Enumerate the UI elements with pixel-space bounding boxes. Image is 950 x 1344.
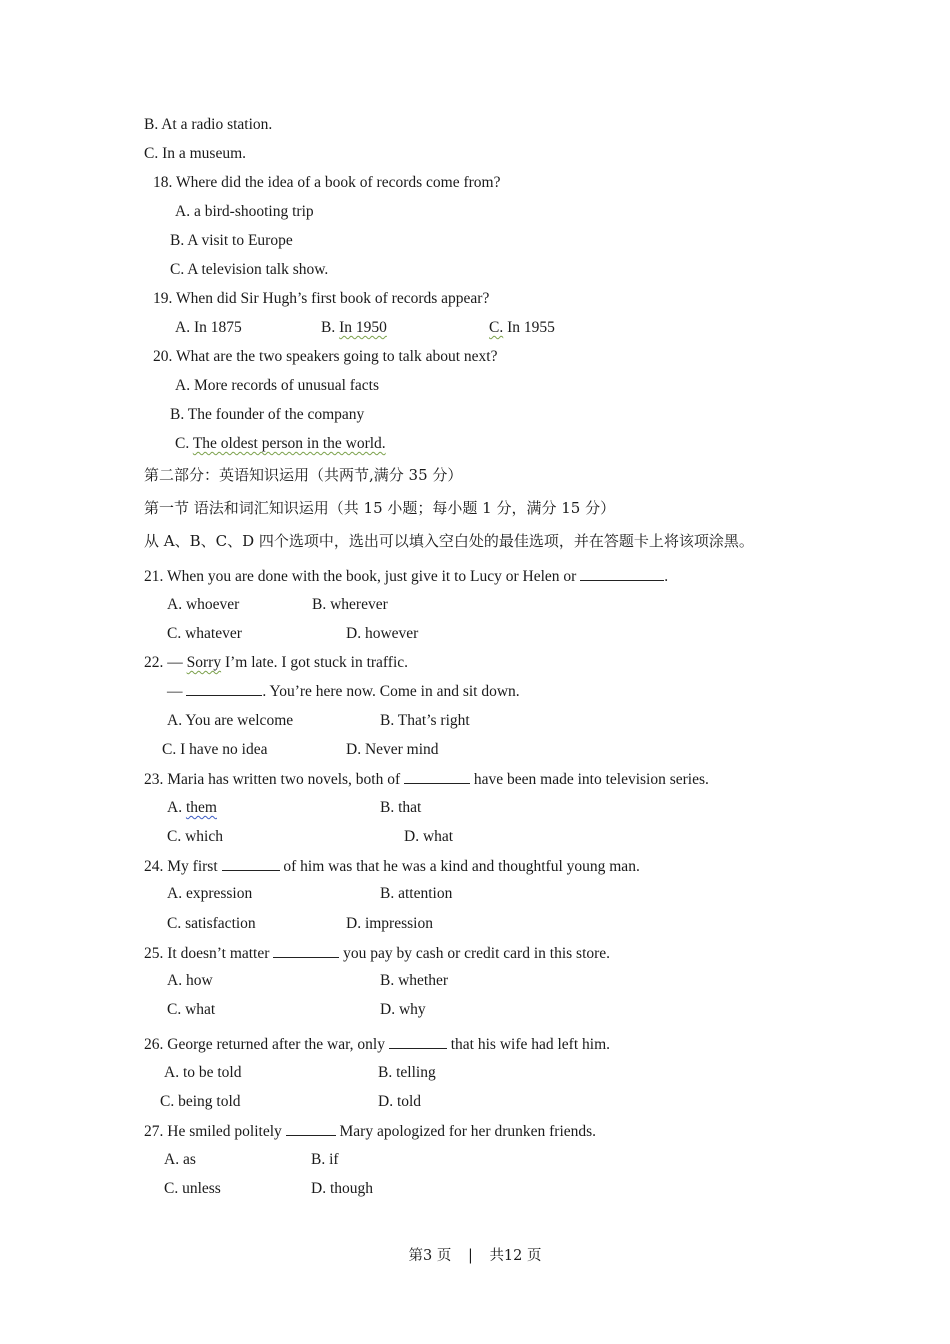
q25-option-b: B. whether [380,972,449,989]
section1-title: 第一节 语法和词汇知识运用（共 15 小题；每小题 1 分，满分 15 分） [144,499,616,517]
q22-option-c: C. I have no idea [162,741,268,758]
section-instruction: 从 A、B、C、D 四个选项中，选出可以填入空白处的最佳选项，并在答题卡上将该项涂黑。 [144,532,754,550]
q25-stem-end: you pay by cash or credit card in this store. [343,945,611,962]
q23-blank [404,769,470,784]
q19-option-b [321,318,485,338]
q26-stem-end: that his wife had left him. [450,1036,611,1053]
q19-stem: 19. When did Sir Hugh’s first book of records appear? [153,290,490,307]
q23-stem-end: have been made into television series. [473,771,709,788]
q23-option-a [167,798,217,818]
q21-option-a: A. whoever [167,596,240,613]
q22-sorry: Sorry [186,654,222,671]
q25-option-a: A. how [167,972,213,989]
q22-stem-number: 22. [144,654,164,671]
q18-option-c: C. A television talk show. [170,261,329,278]
q21-stem [144,566,668,587]
q19-option-c-letter: C. [489,319,504,336]
page-number: 第3 页 [408,1248,452,1264]
q26-blank [389,1034,447,1049]
q24-option-c: C. satisfaction [167,915,256,932]
q20-stem: 20. What are the two speakers going to talk about next? [153,348,498,365]
q21-option-c: C. whatever [167,625,242,642]
q26-option-a: A. to be told [164,1064,242,1081]
q23-stem-start: 23. Maria has written two novels, both of [144,771,401,788]
prev-option-b: B. At a radio station. [144,116,273,133]
q26-stem [144,1034,610,1055]
q22-blank [186,681,262,696]
q24-option-a: A. expression [167,885,253,902]
q27-blank [286,1121,336,1136]
q23-stem [144,769,709,790]
q27-stem-end: Mary apologized for her drunken friends. [339,1123,597,1140]
q25-stem-start: 25. It doesn’t matter [144,945,270,962]
q24-blank [222,856,280,871]
q23-option-b: B. that [380,799,422,816]
q24-option-d: D. impression [346,915,433,932]
q24-option-b: B. attention [380,885,453,902]
q19-option-b-letter: B. [321,319,336,336]
q20-option-a: A. More records of unusual facts [175,377,380,394]
q21-option-b: B. wherever [312,596,388,613]
q22-reply-dash: — [167,683,183,700]
q19-option-c-text: In 1955 [507,319,555,336]
q26-option-b: B. telling [378,1064,436,1081]
q19-option-a: A. In 1875 [175,319,242,336]
q20-option-c-letter: C. [175,435,190,452]
q22-option-a: A. You are welcome [167,712,294,729]
q23-option-c: C. which [167,828,223,845]
page-total: 共12 页 [489,1248,542,1264]
q27-stem [144,1121,596,1142]
q26-stem-start: 26. George returned after the war, only [144,1036,385,1053]
q24-stem [144,856,640,877]
q21-blank [580,566,664,581]
q27-stem-start: 27. He smiled politely [144,1123,282,1140]
q21-stem-end: . [664,568,669,585]
q23-option-d: D. what [404,828,454,845]
q27-option-d: D. though [311,1180,373,1197]
q22-option-d: D. Never mind [346,741,439,758]
q23-option-a-text: them [185,799,217,816]
q25-option-d: D. why [380,1001,426,1018]
part2-title: 第二部分：英语知识运用（共两节,满分 35 分） [144,466,463,484]
q22-reply-text: . You’re here now. Come in and sit down. [262,683,520,700]
q19-option-c [489,318,555,338]
q18-option-b: B. A visit to Europe [170,232,293,249]
q22-option-b: B. That’s right [380,712,470,729]
prev-option-c: C. In a museum. [144,145,247,162]
q22-reply [167,681,520,702]
q26-option-c: C. being told [160,1093,241,1110]
q26-option-d: D. told [378,1093,422,1110]
q24-stem-start: 24. My first [144,858,218,875]
q25-blank [273,943,339,958]
q20-option-c-text: The oldest person in the world. [192,435,386,452]
q25-stem [144,943,610,964]
q21-option-d: D. however [346,625,419,642]
q22-stem-rest: I’m late. I got stuck in traffic. [224,654,409,671]
q27-option-c: C. unless [164,1180,221,1197]
q18-option-a: A. a bird-shooting trip [175,203,314,220]
q20-option-b: B. The founder of the company [170,406,365,423]
q19-option-b-text: In 1950 [339,319,387,336]
q27-option-a: A. as [164,1151,196,1168]
q22-stem [144,653,408,673]
q21-stem-text: 21. When you are done with the book, just give it to Lucy or Helen or [144,568,577,585]
q20-option-c [175,434,386,454]
q27-option-b: B. if [311,1151,339,1168]
q22-dash: — [167,654,183,671]
q24-stem-end: of him was that he was a kind and thoughtful young man. [283,858,640,875]
footer-separator: | [467,1248,473,1264]
page-footer [0,1244,950,1265]
q23-option-a-letter: A. [167,799,183,816]
q18-stem: 18. Where did the idea of a book of records come from? [153,174,501,191]
q25-option-c: C. what [167,1001,216,1018]
